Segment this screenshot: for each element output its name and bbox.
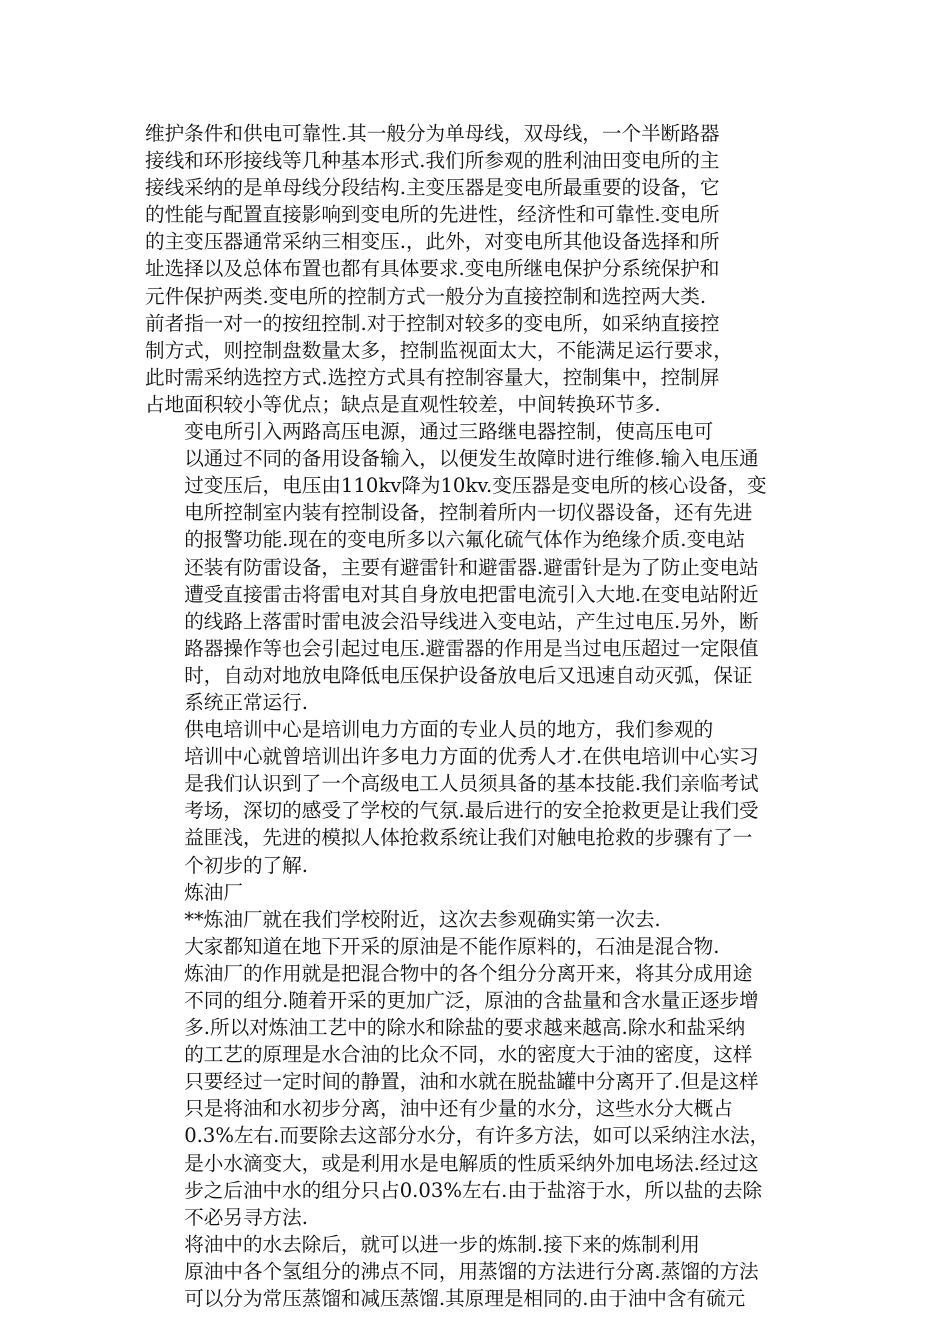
text-line: 供电培训中心是培训电力方面的专业人员的地方，我们参观的 bbox=[184, 718, 714, 742]
text-line: 的报警功能.现在的变电所多以六氟化硫气体作为绝缘介质.变电站 bbox=[184, 528, 746, 552]
text-line: 接线采纳的是单母线分段结构.主变压器是变电所最重要的设备，它 bbox=[145, 176, 720, 200]
paragraph bbox=[145, 716, 813, 879]
text-line: 只是将油和水初步分离，油中还有少量的水分，这些水分大概占 bbox=[184, 1097, 733, 1121]
text-line: 原油中各个氢组分的沸点不同，用蒸馏的方法进行分离.蒸馏的方法 bbox=[184, 1259, 759, 1283]
text-line: 炼油厂 bbox=[184, 880, 243, 904]
paragraph bbox=[145, 1231, 813, 1312]
text-line: 的主变压器通常采纳三相变压.，此外，对变电所其他设备选择和所 bbox=[145, 230, 720, 254]
text-line: 电所控制室内装有控制设备，控制着所内一切仪器设备，还有先进 bbox=[184, 501, 753, 525]
text-line: 变电所引入两路高压电源，通过三路继电器控制，使高压电可 bbox=[184, 420, 714, 444]
text-line: 路器操作等也会引起过电压.避雷器的作用是当过电压超过一定限值 bbox=[184, 636, 759, 660]
text-line: 系统正常运行. bbox=[184, 690, 308, 714]
text-line: 将油中的水去除后，就可以进一步的炼制.接下来的炼制利用 bbox=[184, 1232, 700, 1256]
text-line: 不必另寻方法. bbox=[184, 1205, 308, 1229]
text-line: 此时需采纳选控方式.选控方式具有控制容量大，控制集中，控制屏 bbox=[145, 365, 720, 389]
text-line: 的性能与配置直接影响到变电所的先进性，经济性和可靠性.变电所 bbox=[145, 203, 720, 227]
text-line: 只要经过一定时间的静置，油和水就在脱盐罐中分离开了.但是这样 bbox=[184, 1070, 759, 1094]
text-line: 时，自动对地放电降低电压保护设备放电后又迅速自动灭弧，保证 bbox=[184, 663, 753, 687]
text-line: 炼油厂的作用就是把混合物中的各个组分分离开来，将其分成用途 bbox=[184, 961, 753, 985]
text-line: 步之后油中水的组分只占0.03%左右.由于盐溶于水，所以盐的去除 bbox=[184, 1178, 763, 1202]
document-body bbox=[145, 120, 813, 1312]
text-line: 址选择以及总体布置也都有具体要求.变电所继电保护分系统保护和 bbox=[145, 257, 720, 281]
paragraph bbox=[145, 879, 813, 906]
text-line: 接线和环形接线等几种基本形式.我们所参观的胜利油田变电所的主 bbox=[145, 149, 720, 173]
paragraph bbox=[145, 933, 813, 1231]
text-line: 的线路上落雷时雷电波会沿导线进入变电站，产生过电压.另外，断 bbox=[184, 609, 759, 633]
text-line: 益匪浅，先进的模拟人体抢救系统让我们对触电抢救的步骤有了一 bbox=[184, 826, 753, 850]
text-line: 前者指一对一的按纽控制.对于控制对较多的变电所，如采纳直接控 bbox=[145, 311, 720, 335]
text-line: 个初步的了解. bbox=[184, 853, 308, 877]
text-line: 是小水滴变大，或是利用水是电解质的性质采纳外加电场法.经过这 bbox=[184, 1151, 759, 1175]
text-line: 大家都知道在地下开采的原油是不能作原料的，石油是混合物. bbox=[184, 934, 720, 958]
paragraph bbox=[145, 120, 813, 418]
text-line: 培训中心就曾培训出许多电力方面的优秀人才.在供电培训中心实习 bbox=[184, 745, 759, 769]
text-line: 占地面积较小等优点；缺点是直观性较差，中间转换环节多. bbox=[145, 392, 661, 416]
text-line: **炼油厂就在我们学校附近，这次去参观确实第一次去. bbox=[184, 907, 661, 931]
text-line: 多.所以对炼油工艺中的除水和除盐的要求越来越高.除水和盐采纳 bbox=[184, 1016, 746, 1040]
text-line: 的工艺的原理是水合油的比众不同，水的密度大于油的密度，这样 bbox=[184, 1043, 753, 1067]
paragraph bbox=[145, 418, 813, 716]
text-line: 元件保护两类.变电所的控制方式一般分为直接控制和选控两大类. bbox=[145, 284, 707, 308]
text-line: 0.3%左右.而要除去这部分水分，有许多方法，如可以采纳注水法， bbox=[184, 1124, 770, 1148]
text-line: 不同的组分.随着开采的更加广泛，原油的含盐量和含水量正逐步增 bbox=[184, 989, 759, 1012]
text-line: 考场，深切的感受了学校的气氛.最后进行的安全抢救更是让我们受 bbox=[184, 799, 759, 823]
text-line: 还装有防雷设备，主要有避雷针和避雷器.避雷针是为了防止变电站 bbox=[184, 555, 759, 579]
text-line: 维护条件和供电可靠性.其一般分为单母线，双母线，一个半断路器 bbox=[145, 122, 720, 145]
text-line: 遭受直接雷击将雷电对其自身放电把雷电流引入大地.在变电站附近 bbox=[184, 582, 759, 606]
text-line: 可以分为常压蒸馏和减压蒸馏.其原理是相同的.由于油中含有硫元 bbox=[184, 1287, 746, 1311]
text-line: 过变压后，电压由110kv降为10kv.变压器是变电所的核心设备，变 bbox=[184, 474, 767, 498]
text-line: 是我们认识到了一个高级电工人员须具备的基本技能.我们亲临考试 bbox=[184, 772, 759, 796]
paragraph bbox=[145, 906, 813, 933]
text-line: 制方式，则控制盘数量太多，控制监视面太大，不能满足运行要求， bbox=[145, 338, 733, 362]
text-line: 以通过不同的备用设备输入，以便发生故障时进行维修.输入电压通 bbox=[184, 447, 759, 471]
